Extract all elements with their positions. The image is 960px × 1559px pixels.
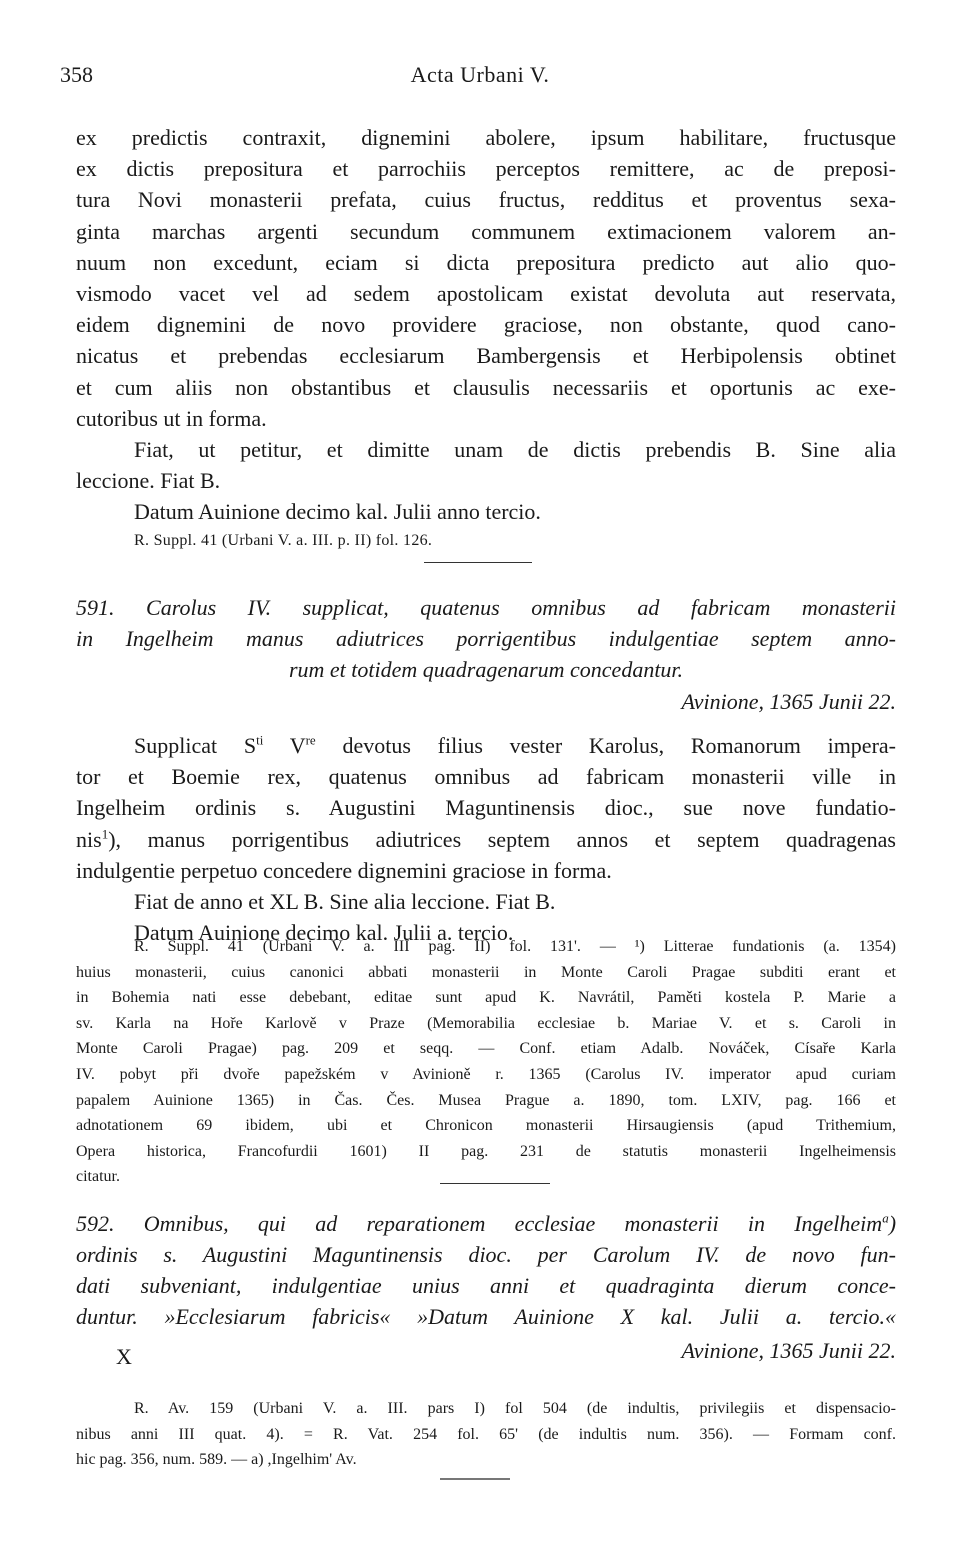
- entry-date: Avinione, 1365 Junii 22.: [681, 1338, 896, 1363]
- fiat-line: Fiat de anno et XL B. Sine alia leccione. Fiat B.: [134, 889, 556, 915]
- source-reference: R. Suppl. 41 (Urbani V. a. III. p. II) fol. 126.: [134, 531, 433, 549]
- page-number: 358: [60, 62, 93, 87]
- text-line: ex dictis prepositura et parrochiis perceptos remittere, ac de preposi-: [76, 156, 896, 182]
- fiat-line: leccione. Fiat B.: [76, 468, 221, 494]
- text-line: nis$^1$), manus porrigentibus adiutrices septem annos et septem quadragenas: [76, 826, 896, 852]
- entry-number: 592.: [76, 1211, 115, 1236]
- text-line: ex predictis contraxit, dignemini abolere, ipsum habilitare, fructusque: [76, 125, 896, 150]
- text-line: et cum aliis non obstantibus et clausulis necessariis et oportunis ac exe-: [76, 374, 896, 400]
- fiat-line: Fiat, ut petitur, et dimitte unam de dictis prebendis B. Sine alia: [134, 437, 896, 463]
- footnote-line: hic pag. 356, num. 589. — a) ,Ingelhim' Av.: [76, 1451, 357, 1469]
- text-line: Ingelheim ordinis s. Augustini Maguntinensis dioc., sue nove fundatio-: [76, 795, 896, 821]
- entry-592-heading: [76, 1208, 896, 1374]
- footnote-line: sv. Karla na Hoře Karlově v Praze (Memorabilia ecclesiae b. Mariae V. et s. Caroli in: [76, 1014, 896, 1032]
- separator-rule: [440, 1183, 550, 1184]
- entry-date: Avinione, 1365 Junii 22.: [681, 689, 896, 714]
- entry-592-footnotes: [76, 1396, 896, 1473]
- footnote-line: citatur.: [76, 1168, 120, 1186]
- heading-line: in Ingelheim manus adiutrices porrigentibus indulgentiae septem anno-: [76, 626, 896, 651]
- heading-line: duntur. »Ecclesiarum fabricis« »Datum Auinione X kal. Julii a. tercio.«: [76, 1304, 896, 1329]
- footnote-line: huius monasterii, cuius canonici abbati monasterii in Monte Caroli Pragae subditi erant et: [76, 963, 896, 981]
- footnote-line: R. Suppl. 41 (Urbani V. a. III pag. II) fol. 131'. — ¹) Litterae fundationis (a. 1354): [134, 938, 896, 955]
- text-line: vismodo vacet vel ad sedem apostolicam existat devoluta aut reservata,: [76, 281, 896, 307]
- heading-line: dati subveniant, indulgentiae unius anni et quadraginta dierum conce-: [76, 1273, 896, 1298]
- mark-date-row: [76, 1338, 896, 1374]
- page-header: [60, 62, 900, 96]
- separator-rule: [424, 562, 532, 563]
- text-line: ginta marchas argenti secundum communem extimacionem valorem an-: [76, 218, 896, 244]
- text-line: Supplicat $S^{ti}$ Vre devotus filius vester Karolus, Romanorum impera-: [134, 732, 896, 758]
- text-line: cutoribus ut in forma.: [76, 405, 267, 431]
- text-line: tura Novi monasterii prefata, cuius fructus, redditus et proventus sexa-: [76, 187, 896, 213]
- heading-line: rum et totidem quadragenarum concedantur.: [288, 657, 684, 682]
- footnote-line: R. Av. 159 (Urbani V. a. III. pars I) fol 504 (de indultis, privilegiis et dispensacio-: [134, 1400, 896, 1417]
- running-title: Acta Urbani V.: [410, 62, 550, 87]
- datum-line: Datum Auinione decimo kal. Julii a. tercio.: [134, 920, 514, 946]
- footnote-line: IV. pobyt při dvoře papežském v Avinioně r. 1365 (Carolus IV. imperator apud curiam: [76, 1065, 896, 1083]
- footnote-line: Opera historica, Francofurdii 1601) II pag. 231 de statutis monasterii Ingelheimensis: [76, 1142, 896, 1160]
- heading-line: 591. Carolus IV. supplicat, quatenus omnibus ad fabricam monasterii: [76, 595, 896, 620]
- footnote-line: adnotationem 69 ibidem, ubi et Chronicon monasterii Hirsaugiensis (apud Trithemium,: [76, 1117, 896, 1135]
- intro-paragraph: [76, 122, 896, 554]
- text-line: eidem dignemini de novo providere graciose, non obstante, quod cano-: [76, 312, 896, 338]
- entry-number: 591.: [76, 595, 115, 620]
- text-line: tor et Boemie rex, quatenus omnibus ad fabricam monasterii ville in: [76, 764, 896, 790]
- entry-591-body: [76, 730, 896, 948]
- datum-line: Datum Auinione decimo kal. Julii anno tercio.: [134, 499, 541, 525]
- end-rule: [440, 1478, 510, 1480]
- text-line: nuum non excedunt, eciam si dicta prepositura predicto aut alio quo-: [76, 249, 896, 275]
- heading-line: ordinis s. Augustini Maguntinensis dioc. per Carolum IV. de novo fun-: [76, 1242, 896, 1267]
- marginal-mark: X: [116, 1344, 132, 1369]
- entry-591-heading: [76, 592, 896, 715]
- text-line: nicatus et prebendas ecclesiarum Bambergensis et Herbipolensis obtinet: [76, 343, 896, 369]
- heading-line: 592. Omnibus, qui ad reparationem ecclesiae monasterii in Ingelheim$^a$): [76, 1210, 897, 1236]
- text-line: indulgentie perpetuo concedere dignemini graciose in forma.: [76, 857, 612, 883]
- footnote-line: in Bohemia nati esse debebant, editae sunt apud K. Navrátil, Paměti kostela P. Marie a: [76, 989, 896, 1007]
- footnote-line: papalem Auinione 1365) in Čas. Čes. Musea Prague a. 1890, tom. LXIV, pag. 166 et: [76, 1091, 896, 1109]
- footnote-line: nibus anni III quat. 4). = R. Vat. 254 fol. 65' (de indultis num. 356). — Formam conf.: [76, 1425, 896, 1443]
- footnote-line: Monte Caroli Pragae) pag. 209 et seqq. — Conf. etiam Adalb. Nováček, Císaře Karla: [76, 1040, 896, 1058]
- entry-591-footnotes: [76, 934, 896, 1190]
